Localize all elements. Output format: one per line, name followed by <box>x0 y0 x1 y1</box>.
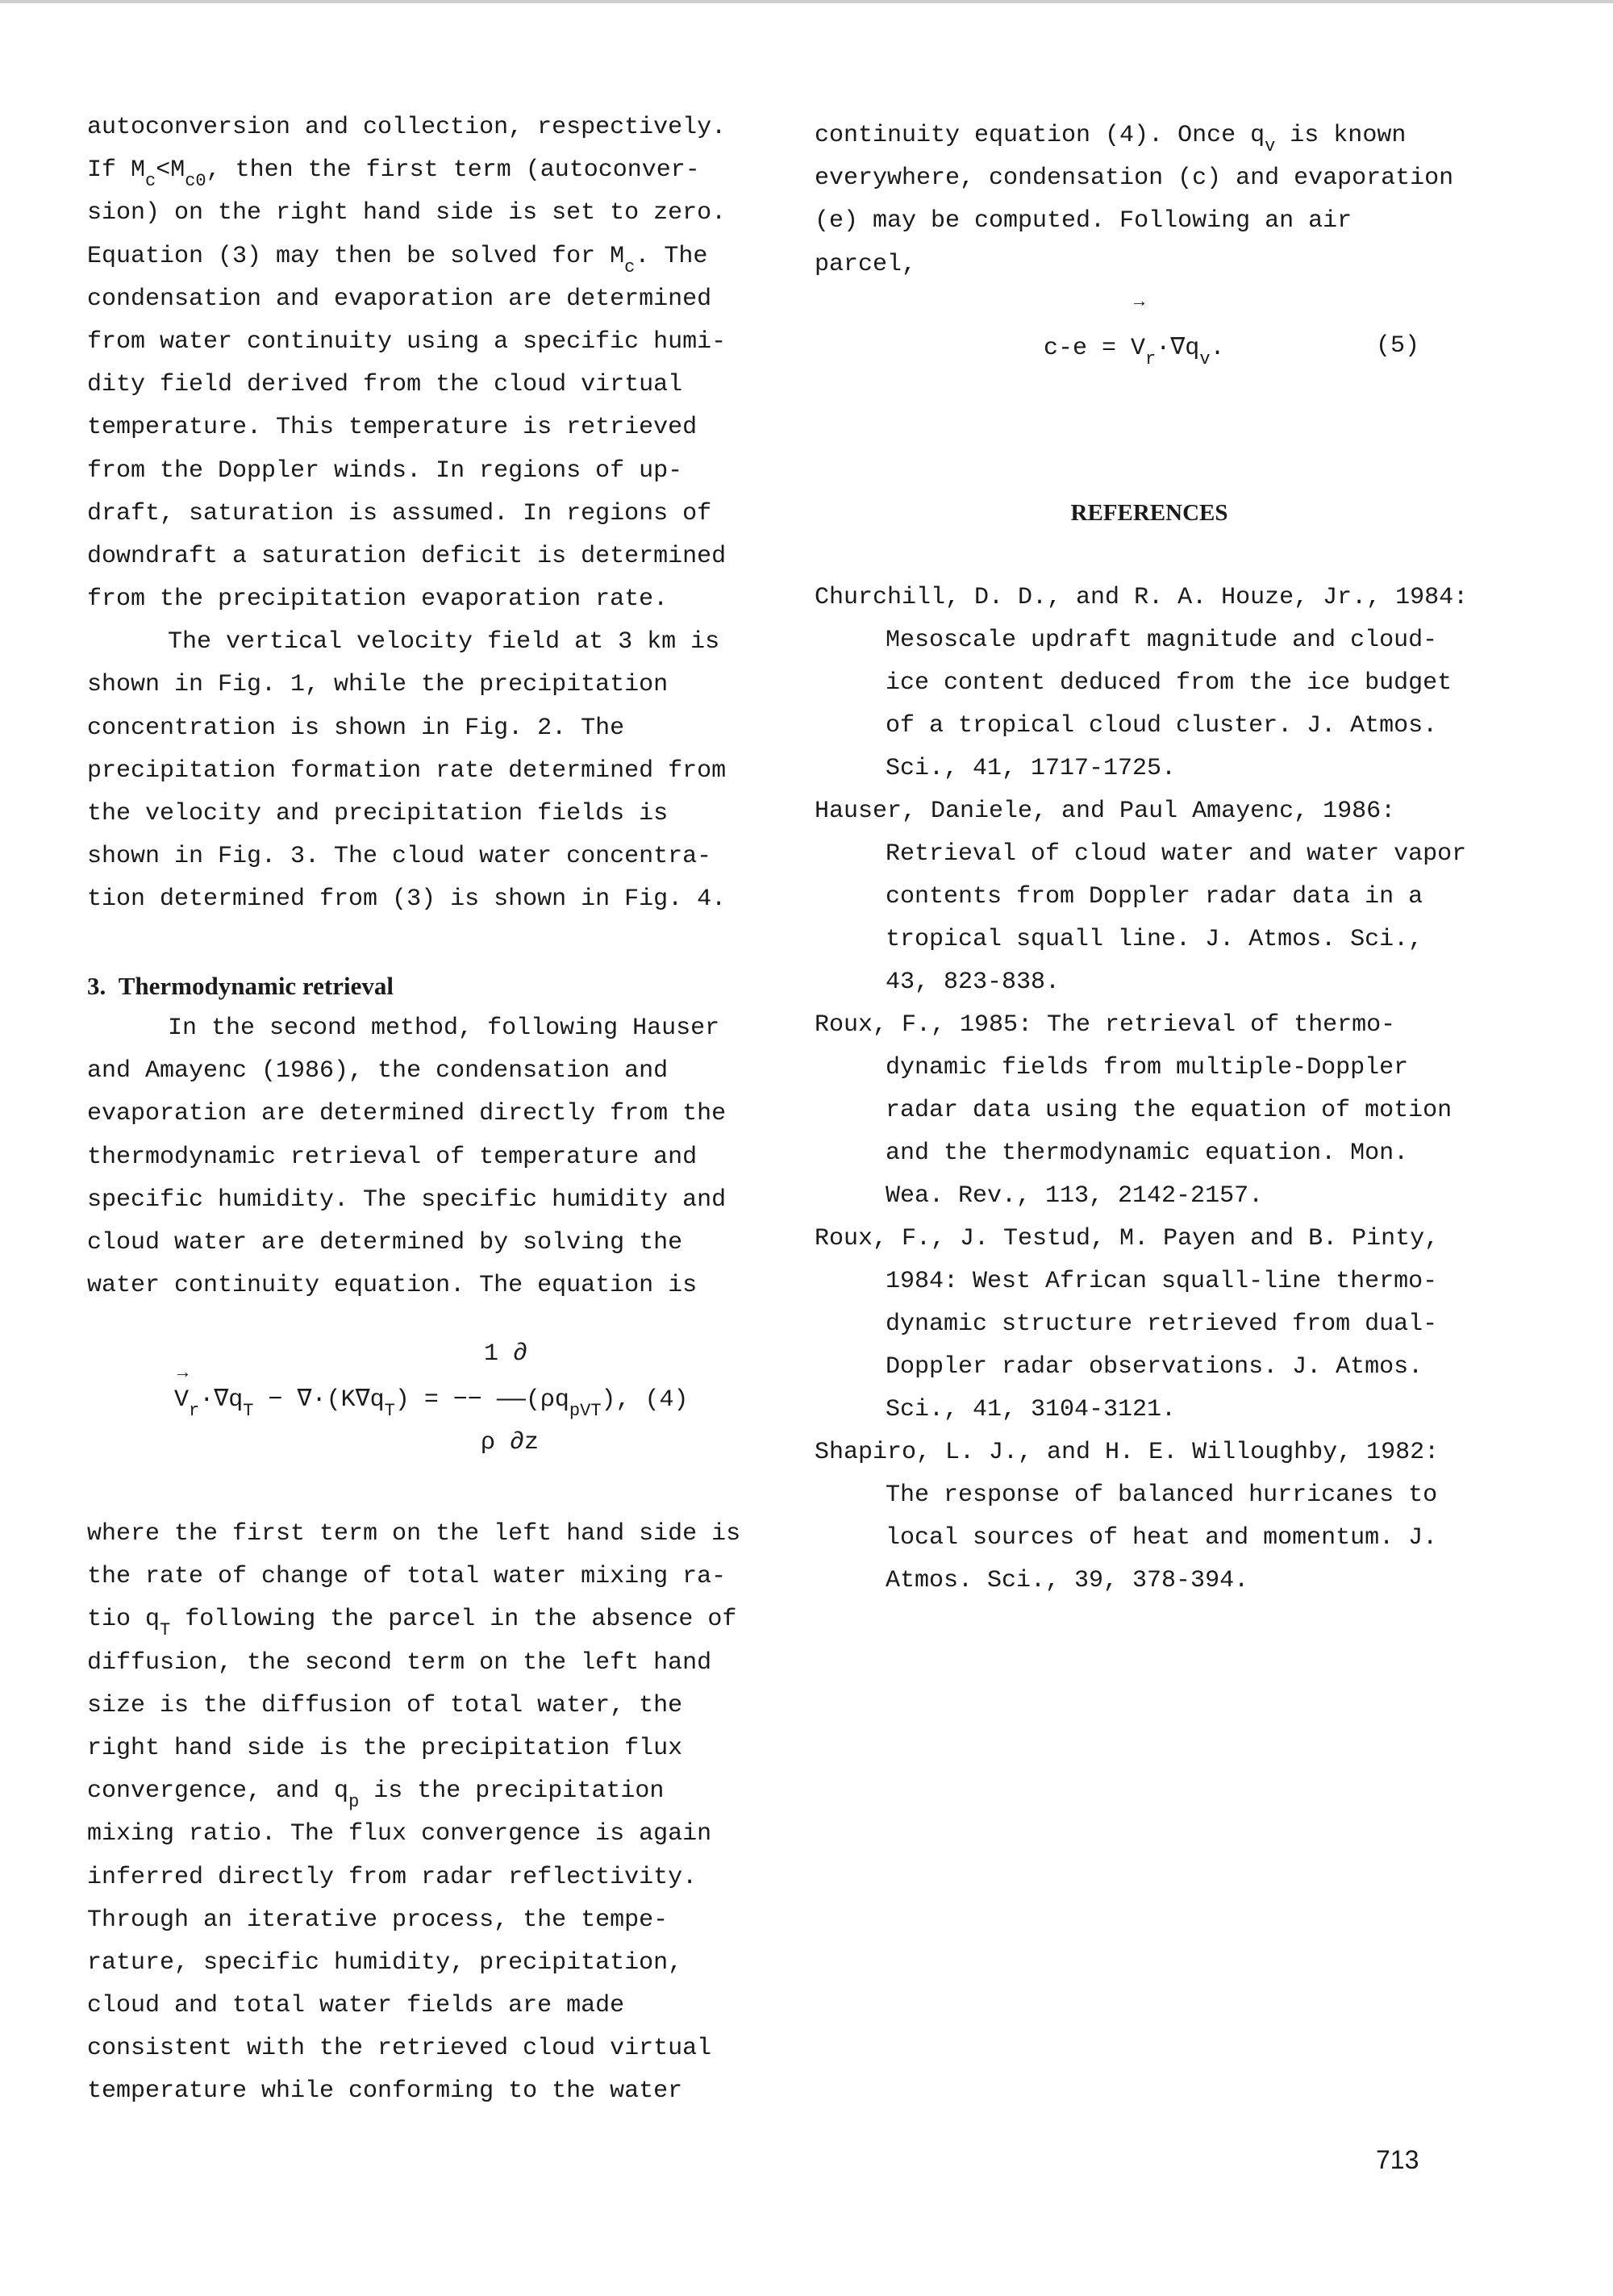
text-line: evaporation are determined directly from the <box>87 1100 727 1128</box>
equation-4 <box>169 1339 734 1456</box>
text-line: precipitation formation rate determined from <box>87 756 727 785</box>
eq4-denominator: ρ ∂z <box>481 1429 540 1456</box>
section-title: Thermodynamic retrieval <box>118 971 394 1000</box>
references-section <box>815 492 1484 1602</box>
text-line: the velocity and precipitation fields is <box>87 800 669 827</box>
reference-authors-line: Shapiro, L. J., and H. E. Willoughby, 1982: <box>815 1439 1440 1466</box>
text-line: consistent with the retrieved cloud virtual <box>87 2035 712 2063</box>
text-line: Equation (3) may then be solved for $M_c$. The <box>87 242 708 277</box>
paragraph-explanation <box>87 1513 748 2114</box>
eq4-body <box>174 1384 689 1421</box>
eq4-numerator: 1 ∂ <box>484 1340 528 1368</box>
text-line: cloud and total water fields are made <box>87 1992 625 2020</box>
text-line: convergence, and $q_p$ is the precipitation <box>87 1777 665 1813</box>
text-line: (e) may be computed. Following an air <box>815 207 1353 235</box>
text-line: If $M_c<M_{c0}$, then the first term (autoconver- <box>87 156 700 192</box>
text-line: dity field derived from the cloud virtual <box>87 371 683 399</box>
text-line: from water continuity using a specific humi- <box>87 327 727 356</box>
text-line: inferred directly from radar reflectivity. <box>87 1863 698 1891</box>
eq5-expression: $c-e = V_r\cdot\nabla q_v$. <box>1044 335 1225 369</box>
reference-list <box>815 577 1484 1602</box>
text-line: where the first term on the left hand side is <box>87 1520 741 1548</box>
text-line: specific humidity. The specific humidity and <box>87 1186 727 1214</box>
text-line: mixing ratio. The flux convergence is again <box>87 1820 712 1848</box>
right-column <box>815 115 1484 286</box>
text-line: water continuity equation. The equation is <box>87 1272 698 1300</box>
reference-entry <box>815 577 1484 790</box>
reference-text-line: dynamic fields from multiple-Doppler <box>886 1054 1409 1081</box>
reference-authors-line: Churchill, D. D., and R. A. Houze, Jr., 1984: <box>815 584 1469 611</box>
text-line: tion determined from (3) is shown in Fig. 4. <box>87 885 727 914</box>
text-line: In the second method, following Hauser <box>168 1014 720 1042</box>
text-line: temperature while conforming to the water <box>87 2077 683 2106</box>
text-line: sion) on the right hand side is set to zero. <box>87 199 727 227</box>
reference-text-line: of a tropical cloud cluster. J. Atmos. <box>886 712 1438 740</box>
eq4-vector-arrow: → <box>177 1363 189 1383</box>
reference-text-line: dynamic structure retrieved from dual- <box>886 1311 1438 1338</box>
text-line: from the Doppler winds. In regions of up- <box>87 456 683 485</box>
reference-text-line: local sources of heat and momentum. J. <box>886 1524 1438 1552</box>
eq4-number: (4) <box>644 1386 689 1414</box>
text-line: size is the diffusion of total water, the <box>87 1691 683 1719</box>
text-line: The vertical velocity field at 3 km is <box>168 628 720 656</box>
reference-text-line: Sci., 41, 1717-1725. <box>886 755 1177 782</box>
text-line: draft, saturation is assumed. In regions of <box>87 499 712 527</box>
paragraph-continuity <box>815 115 1484 286</box>
text-line: everywhere, condensation (c) and evaporation <box>815 165 1454 193</box>
paragraph-thermodynamic <box>87 1007 748 1307</box>
reference-text-line: 1984: West African squall-line thermo- <box>886 1268 1438 1295</box>
text-line: the rate of change of total water mixing ra- <box>87 1563 727 1591</box>
reference-entry <box>815 1004 1484 1218</box>
text-line: cloud water are determined by solving the <box>87 1228 683 1256</box>
reference-text-line: Retrieval of cloud water and water vapor <box>886 840 1467 868</box>
text-line: shown in Fig. 3. The cloud water concentra- <box>87 843 712 871</box>
left-column <box>87 106 748 1307</box>
reference-text-line: Doppler radar observations. J. Atmos. <box>886 1353 1423 1381</box>
text-line: rature, specific humidity, precipitation, <box>87 1948 683 1977</box>
page-number: 713 <box>1376 2145 1419 2174</box>
eq5-number: (5) <box>1376 332 1420 360</box>
text-line: concentration is shown in Fig. 2. The <box>87 714 625 742</box>
reference-text-line: ice content deduced from the ice budget <box>886 669 1453 697</box>
eq4-expression: $V_r\cdot\nabla q_T - \nabla\cdot(K\nabla q_T)$ = −− $——(\rho q_{pVT})$, <box>174 1386 631 1421</box>
text-line: downdraft a saturation deficit is determined <box>87 542 727 570</box>
reference-text-line: 43, 823-838. <box>886 969 1061 996</box>
text-line: from the precipitation evaporation rate. <box>87 585 669 614</box>
text-line: Through an iterative process, the tempe- <box>87 1906 669 1934</box>
text-line: temperature. This temperature is retrieved <box>87 414 698 442</box>
text-line: continuity equation (4). Once $q_v$ is known <box>815 122 1407 156</box>
reference-text-line: Mesoscale updraft magnitude and cloud- <box>886 627 1438 654</box>
text-line: right hand side is the precipitation flux <box>87 1734 683 1762</box>
references-heading: REFERENCES <box>1070 500 1228 526</box>
reference-entry <box>815 1218 1484 1431</box>
eq5-vector-arrow: → <box>1134 292 1145 312</box>
section-number: 3. <box>87 971 106 1000</box>
text-line: autoconversion and collection, respectively. <box>87 114 727 141</box>
reference-text-line: Atmos. Sci., 39, 378-394. <box>886 1567 1249 1594</box>
reference-text-line: Wea. Rev., 113, 2142-2157. <box>886 1182 1264 1210</box>
reference-authors-line: Roux, F., 1985: The retrieval of thermo- <box>815 1011 1396 1039</box>
text-line: and Amayenc (1986), the condensation and <box>87 1057 669 1085</box>
reference-text-line: and the thermodynamic equation. Mon. <box>886 1140 1409 1167</box>
section-heading <box>87 965 748 1007</box>
text-line: tio $q_T$ following the parcel in the absence of <box>87 1606 737 1641</box>
reference-text-line: Sci., 41, 3104-3121. <box>886 1396 1177 1423</box>
paragraph-figures <box>87 621 748 921</box>
reference-text-line: tropical squall line. J. Atmos. Sci., <box>886 926 1423 953</box>
reference-entry <box>815 1431 1484 1602</box>
text-line: condensation and evaporation are determined <box>87 285 712 313</box>
reference-text-line: radar data using the equation of motion <box>886 1097 1453 1124</box>
reference-authors-line: Roux, F., J. Testud, M. Payen and B. Pinty, <box>815 1225 1440 1252</box>
reference-entry <box>815 790 1484 1004</box>
reference-text-line: contents from Doppler radar data in a <box>886 883 1423 910</box>
text-line: parcel, <box>815 250 917 278</box>
reference-text-line: The response of balanced hurricanes to <box>886 1481 1438 1509</box>
equation-5 <box>1040 290 1460 387</box>
left-column-lower <box>87 1513 748 2114</box>
text-line: shown in Fig. 1, while the precipitation <box>87 671 669 699</box>
page-top-border <box>0 0 1613 3</box>
text-line: diffusion, the second term on the left hand <box>87 1648 712 1677</box>
text-line: thermodynamic retrieval of temperature and <box>87 1143 698 1171</box>
paragraph-autoconversion <box>87 106 748 621</box>
reference-authors-line: Hauser, Daniele, and Paul Amayenc, 1986: <box>815 798 1396 825</box>
